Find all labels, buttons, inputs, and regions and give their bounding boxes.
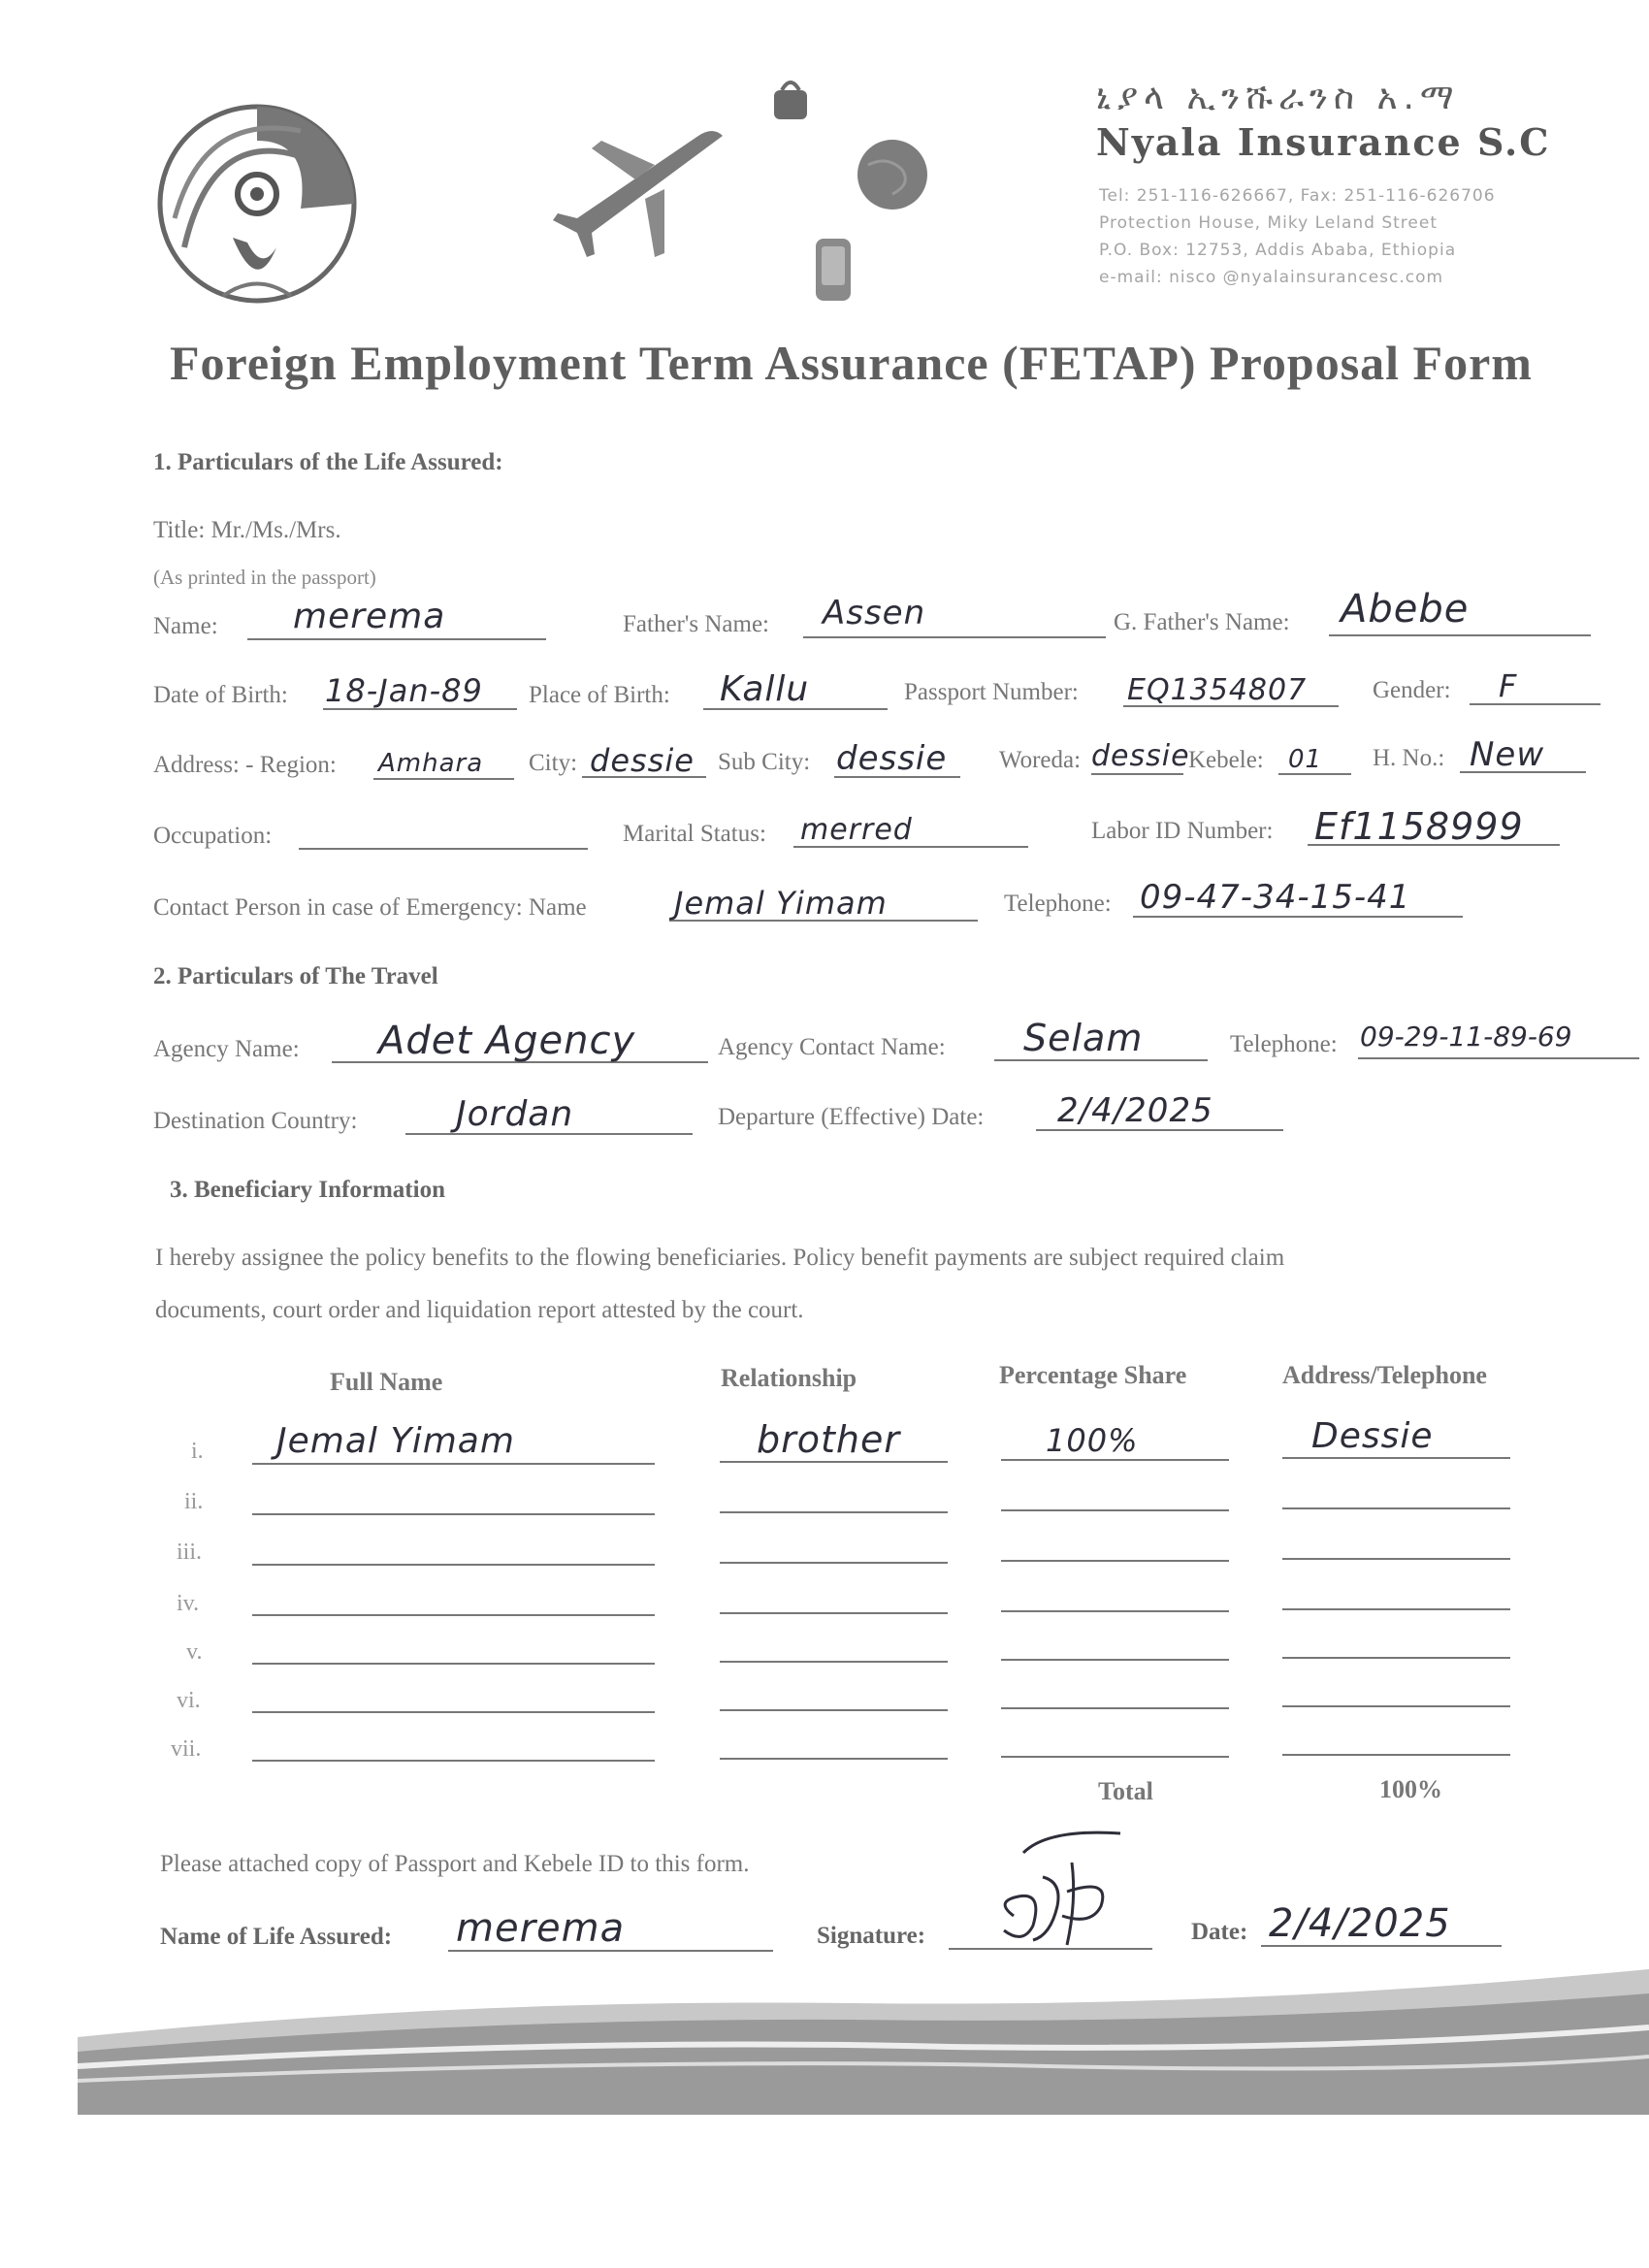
woreda-field[interactable] bbox=[1091, 773, 1183, 775]
airplane-graphic bbox=[548, 121, 732, 267]
beneficiary-address-field[interactable] bbox=[1282, 1507, 1510, 1509]
dob-label: Date of Birth: bbox=[153, 682, 288, 708]
gfather-name-label: G. Father's Name: bbox=[1114, 609, 1290, 635]
section1-heading: 1. Particulars of the Life Assured: bbox=[153, 449, 503, 475]
name-value: merema bbox=[293, 597, 446, 636]
labor-id-value: Ef1158999 bbox=[1314, 805, 1524, 848]
name-field[interactable] bbox=[247, 638, 546, 640]
company-po-box: P.O. Box: 12753, Addis Ababa, Ethiopia bbox=[1099, 241, 1457, 260]
kebele-value: 01 bbox=[1288, 745, 1323, 774]
beneficiary-address-field[interactable] bbox=[1282, 1754, 1510, 1756]
agency-contact-field[interactable] bbox=[994, 1059, 1208, 1061]
col-percentage-share: Percentage Share bbox=[999, 1361, 1187, 1389]
col-full-name: Full Name bbox=[330, 1368, 443, 1396]
life-assured-label: Name of Life Assured: bbox=[160, 1924, 393, 1950]
region-label: Address: - Region: bbox=[153, 752, 337, 778]
footer-wave-band bbox=[78, 1960, 1649, 2115]
beneficiary-share-field[interactable] bbox=[1001, 1610, 1229, 1612]
beneficiary-name-value: Jemal Yimam bbox=[276, 1421, 515, 1461]
agency-name-label: Agency Name: bbox=[153, 1036, 300, 1062]
city-value: dessie bbox=[590, 742, 695, 779]
section3-heading: 3. Beneficiary Information bbox=[170, 1177, 445, 1203]
emergency-contact-value: Jemal Yimam bbox=[674, 885, 888, 922]
title-label: Title: Mr./Ms./Mrs. bbox=[153, 517, 341, 543]
subcity-value: dessie bbox=[836, 739, 948, 778]
total-value: 100% bbox=[1379, 1775, 1442, 1803]
beneficiary-share-field[interactable] bbox=[1001, 1756, 1229, 1758]
passport-note: (As printed in the passport) bbox=[153, 566, 376, 589]
emergency-contact-label: Contact Person in case of Emergency: Name bbox=[153, 894, 587, 921]
life-assured-value: merema bbox=[456, 1906, 626, 1951]
beneficiary-name-field[interactable] bbox=[252, 1663, 655, 1665]
destination-label: Destination Country: bbox=[153, 1108, 358, 1134]
agency-tel-label: Telephone: bbox=[1230, 1031, 1338, 1057]
departure-date-value: 2/4/2025 bbox=[1057, 1091, 1213, 1130]
total-label: Total bbox=[1098, 1777, 1153, 1805]
beneficiary-statement-line2: documents, court order and liquidation report attested by the court. bbox=[155, 1297, 804, 1323]
region-value: Amhara bbox=[378, 749, 484, 778]
col-address-telephone: Address/Telephone bbox=[1282, 1361, 1487, 1389]
beneficiary-share-field[interactable] bbox=[1001, 1509, 1229, 1511]
gender-field[interactable] bbox=[1470, 703, 1600, 705]
passport-value: EQ1354807 bbox=[1127, 673, 1308, 707]
passport-label: Passport Number: bbox=[904, 679, 1079, 705]
labor-id-label: Labor ID Number: bbox=[1091, 818, 1274, 844]
gender-value: F bbox=[1499, 667, 1518, 704]
father-name-label: Father's Name: bbox=[623, 611, 769, 637]
beneficiary-share-field[interactable] bbox=[1001, 1459, 1229, 1461]
beneficiary-name-field[interactable] bbox=[252, 1564, 655, 1566]
row-number: iv. bbox=[177, 1591, 200, 1616]
beneficiary-relationship-field[interactable] bbox=[720, 1709, 948, 1711]
woreda-label: Woreda: bbox=[999, 747, 1082, 773]
beneficiary-address-value: Dessie bbox=[1311, 1416, 1434, 1456]
dob-value: 18-Jan-89 bbox=[325, 672, 483, 709]
gfather-name-value: Abebe bbox=[1341, 587, 1470, 632]
father-name-value: Assen bbox=[823, 594, 926, 632]
house-no-value: New bbox=[1470, 735, 1545, 774]
beneficiary-address-field[interactable] bbox=[1282, 1457, 1510, 1459]
beneficiary-share-field[interactable] bbox=[1001, 1707, 1229, 1709]
beneficiary-name-field[interactable] bbox=[252, 1463, 655, 1465]
emergency-tel-label: Telephone: bbox=[1004, 891, 1112, 917]
row-number: iii. bbox=[177, 1539, 203, 1565]
father-name-field[interactable] bbox=[803, 636, 1106, 638]
beneficiary-relationship-value: brother bbox=[757, 1418, 900, 1461]
company-logo bbox=[155, 102, 359, 306]
occupation-label: Occupation: bbox=[153, 823, 273, 849]
marital-status-value: merred bbox=[800, 813, 913, 847]
gender-label: Gender: bbox=[1373, 677, 1451, 703]
pob-value: Kallu bbox=[720, 669, 810, 709]
agency-tel-field[interactable] bbox=[1358, 1057, 1639, 1059]
beneficiary-address-field[interactable] bbox=[1282, 1558, 1510, 1560]
beneficiary-name-field[interactable] bbox=[252, 1614, 655, 1616]
section2-heading: 2. Particulars of The Travel bbox=[153, 963, 438, 989]
destination-value: Jordan bbox=[456, 1094, 574, 1134]
agency-name-value: Adet Agency bbox=[378, 1019, 636, 1063]
agency-contact-label: Agency Contact Name: bbox=[718, 1034, 946, 1060]
row-number: v. bbox=[186, 1639, 203, 1665]
date-value: 2/4/2025 bbox=[1269, 1901, 1451, 1946]
beneficiary-name-field[interactable] bbox=[252, 1760, 655, 1762]
departure-date-label: Departure (Effective) Date: bbox=[718, 1104, 985, 1130]
name-label: Name: bbox=[153, 613, 218, 639]
pob-label: Place of Birth: bbox=[529, 682, 670, 708]
beneficiary-share-field[interactable] bbox=[1001, 1560, 1229, 1562]
form-title: Foreign Employment Term Assurance (FETAP) Proposal Form bbox=[170, 336, 1533, 390]
beneficiary-address-field[interactable] bbox=[1282, 1705, 1510, 1707]
agency-tel-value: 09-29-11-89-69 bbox=[1360, 1021, 1572, 1053]
company-tel: Tel: 251-116-626667, Fax: 251-116-626706 bbox=[1099, 186, 1496, 206]
beneficiary-address-field[interactable] bbox=[1282, 1608, 1510, 1610]
beneficiary-relationship-field[interactable] bbox=[720, 1661, 948, 1663]
agency-contact-value: Selam bbox=[1023, 1017, 1144, 1059]
kebele-label: Kebele: bbox=[1188, 747, 1264, 773]
row-number: i. bbox=[191, 1439, 204, 1464]
phone-graphic bbox=[810, 235, 858, 308]
woreda-value: dessie bbox=[1091, 739, 1190, 773]
house-no-label: H. No.: bbox=[1373, 745, 1445, 771]
row-number: ii. bbox=[184, 1489, 204, 1514]
beneficiary-share-value: 100% bbox=[1046, 1422, 1139, 1459]
company-name-amharic: ኒያላ ኢንሹራንስ አ.ማ bbox=[1096, 78, 1460, 117]
row-number: vii. bbox=[171, 1736, 202, 1762]
beneficiary-relationship-field[interactable] bbox=[720, 1612, 948, 1614]
company-address: Protection House, Miky Leland Street bbox=[1099, 213, 1438, 233]
city-label: City: bbox=[529, 750, 578, 776]
subcity-label: Sub City: bbox=[718, 749, 811, 775]
globe-graphic bbox=[854, 136, 931, 213]
company-email: e-mail: nisco @nyalainsurancesc.com bbox=[1099, 268, 1444, 287]
company-name: Nyala Insurance S.C bbox=[1096, 120, 1551, 164]
col-relationship: Relationship bbox=[721, 1364, 857, 1392]
region-field[interactable] bbox=[373, 778, 514, 780]
beneficiary-share-field[interactable] bbox=[1001, 1659, 1229, 1661]
date-label: Date: bbox=[1191, 1919, 1248, 1945]
emergency-tel-value: 09-47-34-15-41 bbox=[1140, 878, 1411, 917]
beneficiary-name-field[interactable] bbox=[252, 1711, 655, 1713]
beneficiary-name-field[interactable] bbox=[252, 1513, 655, 1515]
beneficiary-relationship-field[interactable] bbox=[720, 1562, 948, 1564]
beneficiary-statement-line1: I hereby assignee the policy benefits to the flowing beneficiaries. Policy benefit payments are subject required claim bbox=[155, 1245, 1285, 1271]
beneficiary-relationship-field[interactable] bbox=[720, 1511, 948, 1513]
signature-mark bbox=[975, 1824, 1140, 1960]
attach-note: Please attached copy of Passport and Kebele ID to this form. bbox=[160, 1851, 750, 1877]
occupation-field[interactable] bbox=[299, 848, 588, 850]
row-number: vi. bbox=[177, 1688, 201, 1713]
beneficiary-relationship-field[interactable] bbox=[720, 1758, 948, 1760]
signature-label: Signature: bbox=[817, 1923, 926, 1949]
gfather-name-field[interactable] bbox=[1329, 634, 1591, 636]
bag-graphic bbox=[766, 73, 815, 126]
beneficiary-address-field[interactable] bbox=[1282, 1657, 1510, 1659]
marital-status-label: Marital Status: bbox=[623, 821, 766, 847]
beneficiary-relationship-field[interactable] bbox=[720, 1461, 948, 1463]
